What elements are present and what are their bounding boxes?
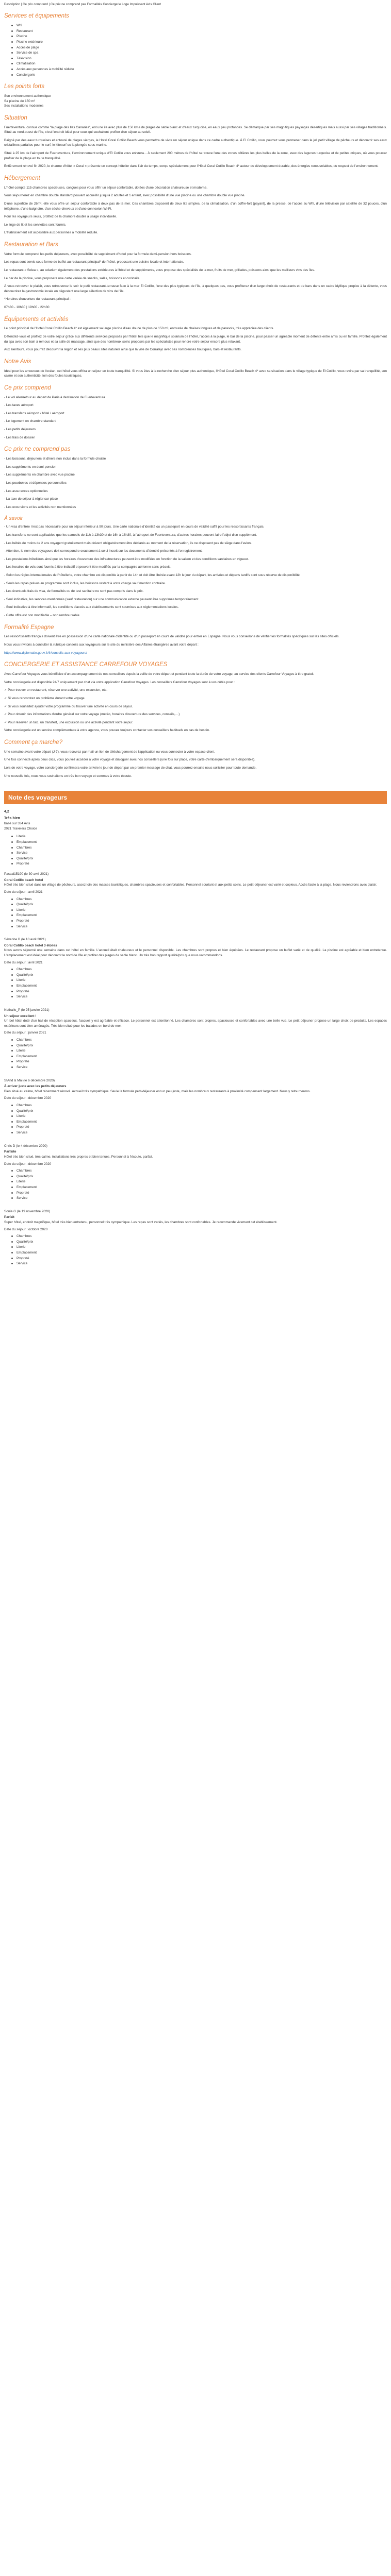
review-text: Bien situé au calme, hôtel récemment rénové. Accueil très sympathique. Seule la formule petit-déjeuner est un peu juste, mais les nombreux restaurants à proximité compensent largement. Nous y retournerons. [4, 1089, 311, 1093]
text-line: Détendez-vous et profitez de votre séjour grâce aux différents services proposés par l'hôtel tels que le magnifique solarium de l'hôtel, l'accès à la plage, le bar de la piscine, pour passer un agréable moment de détente entre amis ou en famille. Profitez également du spa avec son bain à remous et sa salle de massage, ainsi que des nombreux soins proposés par les spécialistes pour rendre votre séjour encore plus relaxant. [4, 335, 387, 344]
review-title: Coral Cotillo beach hotel 3 étoiles [4, 943, 57, 947]
review-text: Super hôtel, endroit magnifique, hôtel très bien entretenu, personnel très sympathique. Les repas sont variés, les chambres sont confortables. Je recommande vivement cet établissement. [4, 1221, 278, 1224]
section-title-situation: Situation [4, 114, 27, 121]
text-line: - Les boissons, déjeuners et dîners non inclus dans la formule choisie [4, 457, 106, 461]
dining-text [4, 252, 387, 310]
text-line: - Les pourboires et dépenses personnelles [4, 481, 67, 485]
text-line: ✓ Pour trouver un restaurant, réserver une activité, une excursion, etc. [4, 688, 108, 692]
text-line: - Les horaires de vols sont fournis à titre indicatif et peuvent être modifiés par la compagnie aérienne sans préavis. [4, 565, 171, 569]
text-line: Une semaine avant votre départ (J-7), vous recevrez par mail un lien de téléchargement de l'application ou vous connecter à votre espace client. [4, 750, 216, 754]
review-criterion: Chambres [11, 1038, 387, 1043]
review-criterion: Service [11, 924, 387, 929]
rating-criterion: Propreté [11, 861, 387, 867]
breadcrumb[interactable]: Description | Ce prix comprend | Ce prix ne comprend pas Formalités Conciergerie Loge Impuissant Avis Client [4, 3, 161, 6]
review-stay-date: Date du séjour : janvier 2021 [4, 1031, 46, 1035]
text-line: Le point principal de l'Hotel Coral Cotillo Beach 4* est également sa large piscine d'eau douce de plus de 150 m², entourée de chaises longues et de parasols, très appréciée des clients. [4, 327, 274, 331]
text-line: - Les assurances optionnelles [4, 489, 48, 493]
review-criterion: Service [11, 994, 387, 999]
text-line: Les repas sont servis sous forme de buffet au restaurant principal* de l'hôtel, proposant une cuisine locale et internationale. [4, 260, 184, 264]
concierge-text [4, 672, 387, 733]
review-criterion: Emplacement [11, 1120, 387, 1125]
review-criteria-list [4, 1234, 387, 1266]
review-criterion: Propreté [11, 1059, 387, 1064]
text-line: Situé à 25 km de l'aéroport de Fuerteventura, l'environnement unique d'El Cotillo vous enivrera... À seulement 200 mètres de l'hôtel se trouve l'une des zones côtières les plus belles de la zone, avec des lagunes turquoise et de petites criques, où vous pourrez profiter de la plage en toute tranquillité. [4, 151, 387, 160]
review-criterion: Qualité/prix [11, 1174, 387, 1179]
leisure-text [4, 326, 387, 352]
review-criterion: Qualité/prix [11, 1240, 387, 1245]
text-line: D'une superficie de 26m², elle vous offre un séjour confortable à deux pas de la mer. Ces chambres disposent de deux lits simples, de la climatisation, d'un coffre-fort (payant), de la presse, de l'accès au Wifi, d'une télévision par satellite de 32 pouces, d'un téléphone, d'une baignoire, d'un sèche-cheveux et d'une connexion Wi-Fi. [4, 201, 387, 211]
text-line: ✓ Pour obtenir des informations d'ordre général sur votre voyage (météo, horaires d'ouverture des services, conseils,…) [4, 713, 180, 717]
rating-criterion: Qualité/prix [11, 856, 387, 861]
text-line: - Seul indicative, les services mentionnés (sauf restauration) sur une communication externe peuvent être supprimés temporairement. [4, 597, 200, 601]
text-line: - Les éventuels frais de visa, de formalités ou de test sanitaire ne sont pas compris dans le prix. [4, 589, 144, 594]
text-line: - Les bébés de moins de 2 ans voyagent gratuitement mais doivent obligatoirement être déclarés au moment de la réservation, ils ne disposent pas de siège dans l'avion. [4, 541, 252, 545]
text-line: - Seul indicative à titre informatif, les conditions d'accès aux établissements sont soumises aux réglementations locales. [4, 605, 179, 609]
text-line: Une fois connecté après deux clics, vous pouvez accéder à votre voyage et dialoguer avec nos conseillers (une fois sur place, votre carte d'embarquement sera disponible). [4, 758, 255, 762]
review-criterion: Emplacement [11, 1185, 387, 1190]
text-line: Le bar de la piscine, vous proposera une carte variée de snacks, salés, boissons et cocktails. [4, 276, 140, 280]
text-line: Votre formule comprend les petits déjeuners, avec possibilité de supplément d'hotel pour la formule demi-pension hors boissons. [4, 252, 192, 256]
review-criterion: Chambres [11, 967, 387, 972]
lodging-text [4, 185, 387, 235]
text-line: - Les taxes aéroport [4, 403, 34, 408]
service-item: Piscine extérieure [11, 40, 387, 45]
review-text: Hôtel très bien situé, très calme, installations très propres et bien tenues. Personnel à l'écoute, parfait. [4, 1155, 153, 1159]
review-author: Chris D (le 4 décembre 2020) [4, 1144, 47, 1148]
review-criterion: Literie [11, 1245, 387, 1250]
text-line: ✓ Pour réserver un taxi, un transfert, une excursion ou une activité pendant votre séjour. [4, 720, 134, 724]
service-item: Accès aux personnes à mobilité réduite [11, 67, 387, 72]
text-line: ✓ Si vous souhaitez ajouter votre programme ou trouver une activité en cours de séjour. [4, 704, 133, 708]
review-title: À arriver juste avec les petits déjeuners [4, 1084, 67, 1089]
review-title: Coral Cotillo beach hotel [4, 878, 43, 882]
rating-score: 4,2 [4, 810, 9, 814]
page-bottom-space [4, 1275, 387, 1666]
text-line: - Attention, le nom des voyageurs doit correspondre exactement à celui inscrit sur les documents d'identité présentés à l'enregistrement. [4, 549, 203, 553]
text-line: Avec Carrefour Voyages vous bénéficiez d'un accompagnement de nos conseillers depuis la veille de votre départ et pendant toute la durée de votre voyage, au service des clients Carrefour Voyages à titre gratuit. [4, 672, 315, 676]
review-title: Un séjour excellent ! [4, 1014, 37, 1018]
review-text: Un bel hôtel doté d'un hall de réception spacieux, l'accueil y est agréable et efficace. Le personnel est attentionné. Les chambres sont propres, spacieuses et confortables avec une belle vue. Le petit déjeuner propose un large choix de produits. Les espaces extérieurs sont bien aménagés. Très bien situé pour les balades en bord de mer. [4, 1019, 387, 1028]
reviews-header-bar: Note des voyageurs [4, 791, 387, 804]
review-author: Nathalie_P (le 25 janvier 2021) [4, 1008, 50, 1012]
section-title-services: Services et équipements [4, 13, 69, 20]
review-criterion: Propreté [11, 919, 387, 924]
section-title-review: Notre Avis [4, 358, 31, 365]
section-title-concierge: CONCIERGERIE ET ASSISTANCE CARREFOUR VOYAGES [4, 662, 168, 668]
review-criterion: Chambres [11, 897, 387, 902]
review-criterion: Service [11, 1261, 387, 1266]
service-item: Accès de plage [11, 45, 387, 50]
text-line: Fuerteventura, connue comme "la plage des Iles Canaries", est une île avec plus de 150 kms de plages de sable blanc et d'eaux turquoise, en eaux peu profondes. Se démarque par ses magnifiques paysages désertiques mais aussi par ses villages traditionnels. Situé au nord-ouest de l'île, c'est l'endroit idéal pour ceux qui souhaitent profiter d'un séjour au soleil. [4, 125, 387, 134]
review-criterion: Propreté [11, 1256, 387, 1261]
review-criterion: Service [11, 1196, 387, 1201]
service-item: Climatisation [11, 61, 387, 66]
review-criterion: Service [11, 1065, 387, 1070]
review-author: StAnd & Mai (le 6 décembre 2020) [4, 1078, 55, 1082]
section-title-dining: Restauration et Bars [4, 241, 58, 248]
review-criteria-list [4, 1168, 387, 1201]
review-text: Hôtel très bien situé dans un village de pêcheurs, assez loin des masses touristiques, chambres spacieuses et confortables. Personnel souriant et aux petits soins. Le petit-déjeuner est varié et copieux. Accès facile à la plage. Nous reviendrons avec plaisir. [4, 883, 377, 887]
text-line: - Les prestations hôtelières ainsi que les horaires d'ouverture des infrastructures peuvent être modifiées en fonction de la saison et des conditions sanitaires en vigueur. [4, 557, 249, 561]
insurance-footer-line: - Cette offre est non modifiable – non remboursable [4, 614, 79, 618]
howto-text [4, 750, 387, 778]
review-stay-date: Date du séjour : avril 2021 [4, 960, 43, 964]
review-criterion: Chambres [11, 1103, 387, 1108]
text-line: - Les petits déjeuners [4, 428, 36, 432]
rating-criterion: Emplacement [11, 840, 387, 845]
review-criterion: Qualité/prix [11, 973, 387, 978]
review-criterion: Qualité/prix [11, 902, 387, 907]
review-criterion: Literie [11, 908, 387, 913]
situation-text [4, 125, 387, 169]
review-criterion: Literie [11, 1179, 387, 1184]
strength-item: Ses installations modernes [4, 104, 44, 108]
text-line: L'hôtel compte 115 chambres spacieuses, conçues pour vous offrir un séjour confortable, dotées d'une décoration chaleureuse et moderne. [4, 185, 208, 190]
included-list [4, 395, 387, 440]
review-item [4, 937, 387, 999]
review-item [4, 872, 387, 929]
text-line: Baigné par des eaux turquoises et entouré de plages vierges, le Hotel Coral Cotillo Beach vous permettra de vivre un séjour unique dans ce cadre authentique. À El Cotillo, vous pourrez vous promener dans le joli petit village de pêcheurs et découvrir ses eaux cristallines parfaites pour le surf, le kitesurf ou la plongée sous-marine. [4, 138, 387, 147]
service-item: Restaurant [11, 29, 387, 34]
text-line: - Les transferts ne sont applicables que les samedis de 11h à 13h30 et de 16h à 18h30, à l'aéroport de Fuerteventura, d'autres horaires peuvent faire l'objet d'un supplément. [4, 533, 257, 537]
review-criterion: Qualité/prix [11, 1043, 387, 1048]
review-criteria-list [4, 1038, 387, 1070]
review-item [4, 1144, 387, 1201]
excluded-list [4, 456, 387, 510]
text-line: Votre conciergerie est disponible 24/7 uniquement par chat via votre application Carrefour Voyages. Les conseillers Carrefour Voyages sont à vos côtés pour : [4, 680, 235, 684]
text-line: Le restaurant « Solea », au solarium également des prestations extérieures à l'hôtel et de suppléments, vous propose des spécialités de la mer, fruits de mer, grillades, poissons ainsi que les meilleurs vins des îles. [4, 268, 315, 272]
text-line: *Horaires d'ouverture du restaurant principal : [4, 297, 71, 301]
text-line: Lors de votre voyage, votre conciergerie confirmera votre arrivée le jour de départ par un premier message de chat, vous pourrez ensuite nous solliciter pour toute demande. [4, 766, 257, 770]
text-line: ✓ Si vous rencontrez un problème durant votre voyage. [4, 696, 86, 700]
text-line: Votre conciergerie est un service complémentaire à votre agence, vous pouvez toujours contacter vos conseillers habituels en cas de besoin. [4, 728, 210, 733]
text-line: Le linge de lit et les serviettes sont fournis. [4, 223, 67, 227]
review-criterion: Service [11, 1130, 387, 1136]
rating-criterion: Service [11, 851, 387, 856]
text-line: - Les transferts aéroport / hôtel / aéroport [4, 411, 64, 415]
service-item: Service de spa [11, 50, 387, 56]
formalities-link[interactable]: https://www.diplomatie.gouv.fr/fr/conseils-aux-voyageurs/ [4, 651, 87, 655]
review-criterion: Chambres [11, 1234, 387, 1239]
review-stay-date: Date du séjour : avril 2021 [4, 890, 43, 894]
strength-item: Son environnement authentique [4, 94, 51, 98]
text-line: - Le vol aller/retour au départ de Paris à destination de Fuerteventura [4, 395, 105, 399]
text-line: Une nouvelle fois, nous vous souhaitons un très bon voyage et sommes à votre écoute. [4, 774, 132, 778]
text-line: - La taxe de séjour à régler sur place [4, 497, 58, 501]
review-criterion: Propreté [11, 1191, 387, 1196]
review-criterion: Qualité/prix [11, 1109, 387, 1114]
review-stay-date: Date du séjour : décembre 2020 [4, 1096, 52, 1100]
rating-label: Très bien [4, 816, 20, 820]
text-line: - Un visa d'entrée n'est pas nécessaire pour un séjour inférieur à 90 jours. Une carte nationale d'identité ou un passeport en cours de validité suffit pour les ressortissants français. [4, 525, 265, 529]
review-criterion: Emplacement [11, 913, 387, 918]
section-title-howto: Comment ça marche? [4, 739, 63, 745]
text-line: - Selon les règles internationales de l'hôtellerie, votre chambre est disponible à partir de 14h et doit être libérée avant 12h le jour du départ, les arrivées et départs tardifs sont sous réserve de disponibilité. [4, 573, 301, 578]
review-criterion: Emplacement [11, 1054, 387, 1059]
rating-criteria-list [4, 834, 387, 867]
services-list [4, 23, 387, 77]
strengths-list [4, 94, 387, 109]
service-item: Piscine [11, 34, 387, 39]
text-line: - Les frais de dossier [4, 435, 35, 439]
text-line: Vous séjournerez en chambre double standard pouvant accueillir jusqu'à 2 adultes et 1 enfant, avec possibilité d'une vue piscine ou une chambre double vue piscine. [4, 194, 246, 198]
review-stay-date: Date du séjour : décembre 2020 [4, 1162, 52, 1166]
reviews-list [4, 872, 387, 1266]
text-line: Entièrement rénové fin 2020, le charme d'hôtel « Coral » présente un concept hôtelier dans l'air du temps, conçu spécialement pour l'Hôtel Coral Cotillo Beach 4* autour du développement durable, des énergies renouvelables, du respect de l'environnement. [4, 164, 379, 168]
text-line: - Les suppléments en demi-pension [4, 465, 57, 469]
formalities-text [4, 634, 387, 647]
section-title-insurance: À savoir [4, 516, 23, 522]
text-line: Idéal pour les amoureux de l'océan, cet hôtel vous offrira un séjour en toute tranquillité. Si vous êtes à la recherche d'un séjour plus authentique, l'Hôtel Coral Cotillo Beach 4* avec sa situation dans le village typique de El Cotillo, vous ravira par sa tranquillité, son calme et son authenticité, loin des foules touristiques. [4, 369, 387, 378]
review-criterion: Literie [11, 1048, 387, 1054]
section-title-formalities: Formalité Espagne [4, 624, 54, 631]
review-author: Sonia G (le 19 novembre 2020) [4, 1209, 51, 1213]
rating-count: basé sur 334 Avis [4, 822, 30, 826]
section-title-strengths: Les points forts [4, 83, 44, 90]
review-item [4, 1209, 387, 1266]
text-line: L'établissement est accessible aux personnes à mobilité réduite. [4, 231, 99, 235]
rating-criterion: Literie [11, 834, 387, 839]
review-criterion: Literie [11, 978, 387, 983]
section-title-leisure: Équipements et activités [4, 316, 69, 323]
review-stay-date: Date du séjour : octobre 2020 [4, 1227, 48, 1231]
service-item: Wifi [11, 23, 387, 28]
service-item: Télévision [11, 56, 387, 61]
insurance-text [4, 524, 387, 610]
text-line: - Les suppléments en chambre avec vue piscine [4, 473, 75, 477]
review-title: Parfait [4, 1215, 14, 1219]
text-line: - Seuls les repas prévus au programme sont inclus, les boissons restent à votre charge sauf mention contraire. [4, 581, 166, 585]
text-line: Pour les voyageurs seuls, profitez de la chambre double à usage individuelle. [4, 215, 117, 219]
review-criteria-list [4, 897, 387, 929]
section-title-lodging: Hébergement [4, 175, 40, 181]
section-title-excluded: Ce prix ne comprend pas [4, 446, 71, 453]
review-criterion: Propreté [11, 1125, 387, 1130]
review-criterion: Emplacement [11, 1250, 387, 1256]
text-line: Aux alentours, vous pourrez découvrir la région et ses plus beaux sites naturels ainsi que la ville de Corralejo avec ses nombreuses boutiques, bars et restaurants. [4, 348, 242, 352]
review-author: Pascal15190 (le 30 avril 2021) [4, 872, 49, 876]
review-item [4, 1078, 387, 1136]
text-line: - Les excursions et les activités non mentionnées [4, 505, 76, 509]
rating-source: 2021 Travelers Choice [4, 826, 37, 831]
strength-item: Sa piscine de 150 m² [4, 99, 36, 103]
text-line: 07h30 - 10h30 | 19h00 - 22h30 [4, 306, 50, 309]
review-author: Séverine B (le 10 avril 2021) [4, 938, 46, 942]
review-criteria-list [4, 967, 387, 999]
review-title: Parfaite [4, 1150, 17, 1154]
review-criterion: Emplacement [11, 984, 387, 989]
service-item: Conciergerie [11, 73, 387, 78]
section-title-included: Ce prix comprend [4, 384, 51, 391]
text-line: Nous vous invitons à consulter la rubrique conseils aux voyageurs sur le site du ministère des Affaires étrangères avant votre départ : [4, 643, 199, 647]
review-criterion: Chambres [11, 1168, 387, 1174]
rating-criterion: Chambres [11, 845, 387, 851]
text-line: À vous retrouver le plaisir, vous retrouverez le soir le petit restaurant-terrasse face à la mer El Cotillo, l'une des plus typiques de l'île, à quelques pas, vous profiterez d'un large choix de restaurants et de bars dans un cadre idyllique propice à la détente, vous découvrirez la gastronomie locale en dégustant une large sélection de vins de l'île. [4, 284, 387, 293]
text-line: Les ressortissants français doivent être en possession d'une carte nationale d'identité ou d'un passeport en cours de validité pour entrer en Espagne. Nous vous conseillons de vérifier les formalités spécifiques sur les sites officiels. [4, 635, 340, 639]
review-criterion: Literie [11, 1114, 387, 1119]
review-text [4, 369, 387, 379]
review-criterion: Propreté [11, 989, 387, 994]
review-text: Nous avons séjourné une semaine dans cet hôtel en famille. L'accueil était chaleureux et le personnel disponible. Les chambres sont propres et bien équipées. Le restaurant propose un buffet varié et de qualité. La piscine est agréable et bien entretenue. L'emplacement est idéal pour découvrir le nord de l'île et profiter des plages de sable blanc. Un très bon rapport qualité/prix que nous recommandons. [4, 948, 387, 958]
text-line: - Le logement en chambre standard [4, 419, 57, 423]
review-item [4, 1008, 387, 1070]
review-criteria-list [4, 1103, 387, 1136]
